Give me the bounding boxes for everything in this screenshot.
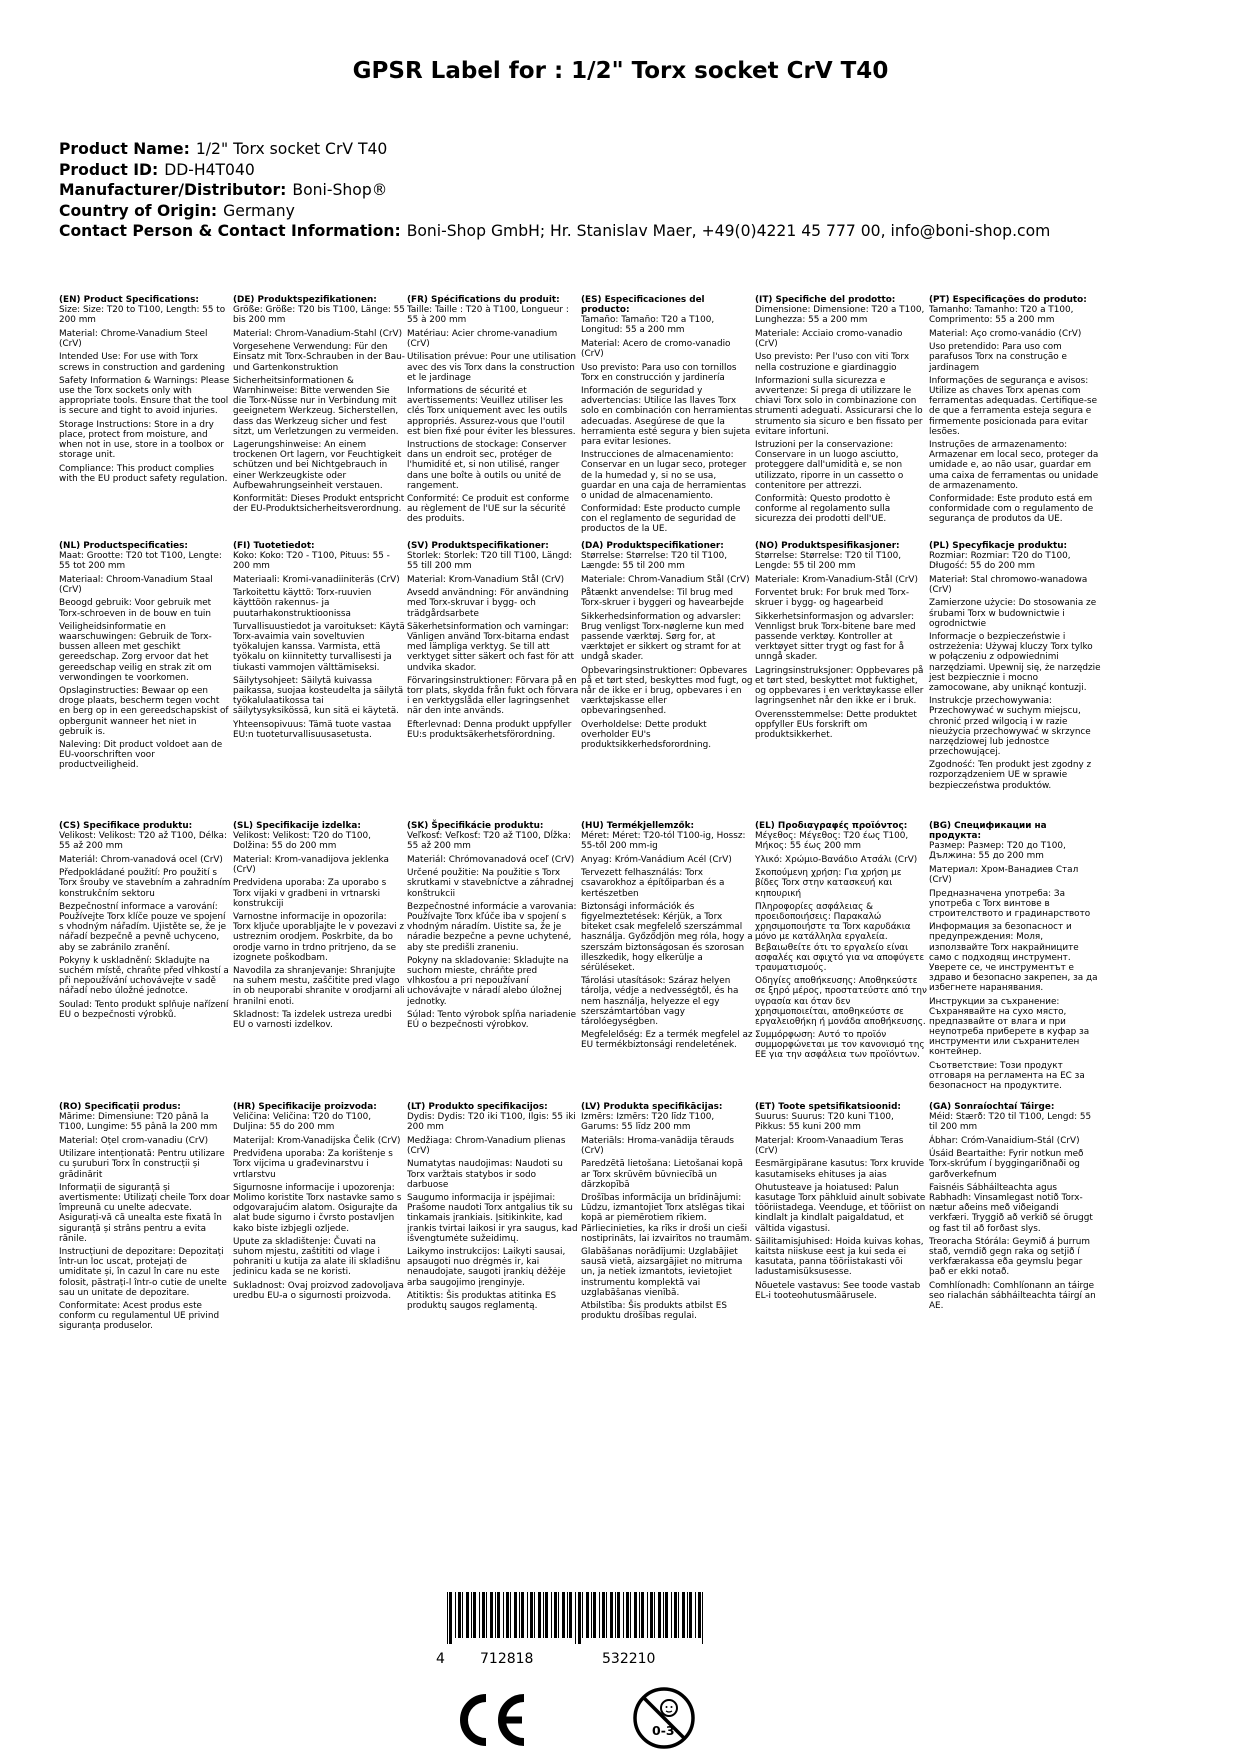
spec-paragraph: Lagerungshinweise: An einem trockenen Ort lagern, vor Feuchtigkeit schützen und bei Nichtgebrauch in einer Werkzeugkiste oder Aufbewahrungseinheit verstauen. [233,440,402,491]
spec-paragraph: Предназначена употреба: За употреба с Torx винтове в строителството и градинарството [929,888,1091,919]
language-block [233,295,405,518]
spec-paragraph: Размер: Размер: T20 до T100, Дължина: 55 до 200 mm [929,841,1066,862]
spec-paragraph: Velikost: Velikost: T20 až T100, Délka: 55 až 200 mm [59,831,227,852]
spec-paragraph: Predvidena uporaba: Za uporabo s Torx vijaki v gradbeni in vrtnarski konstrukciji [233,878,387,909]
spec-paragraph: Biztonsági információk és figyelmeztetések: Kérjük, a Torx biteket csak megfelelő szerszámmal használja. Győződjön meg róla, hogy a szerszám biztonságosan és szorosan illeszkedik, hogy elkerülje a sérüléseket. [581,902,753,973]
spec-paragraph: Информация за безопасност и предупреждения: Моля, използвайте Torx накрайниците само с подходящ инструмент. Уверете се, че инструментът е здраво и безопасно закрепен, за да избегнете наранявания. [929,922,1098,993]
barcode-bar [558,1592,559,1638]
spec-paragraph: Bezpečnostné informácie a varovania: Používajte Torx kľúče iba v spojení s vhodným náradím. Uistite sa, že je náradie bezpečne a pevne uchytené, aby ste predišli zraneniu. [407,902,577,953]
barcode-digits-right: 532210 [602,1651,656,1667]
barcode-bar [671,1592,672,1638]
spec-paragraph: Materiale: Krom-Vanadium-Stål (CrV) [755,574,918,585]
spec-paragraph: Naleving: Dit product voldoet aan de EU-voorschriften voor productveiligheid. [59,740,223,771]
language-heading: (FI) Tuotetiedot: [233,541,315,551]
barcode-bar [687,1592,688,1638]
barcode-bar [506,1592,509,1638]
language-heading: (HR) Specifikacije proizvoda: [233,1102,377,1112]
spec-paragraph: Overensstemmelse: Dette produktet oppfyller EUs forskrift om produktsikkerhet. [755,709,917,741]
spec-paragraph: Größe: Größe: T20 bis T100, Länge: 55 bis 200 mm [233,305,405,326]
spec-paragraph: Materiál: Chrómovanadová oceľ (CrV) [407,854,575,865]
spec-paragraph: Predviđena uporaba: Za korištenje s Torx vijcima u građevinarstvu i vrtlarstvu [233,1149,393,1180]
spec-paragraph: Informacje o bezpieczeństwie i ostrzeżenia: Używaj kluczy Torx tylko w połączeniu z odpowiednimi narzędziami. Upewnij się, że narzędzie jest bezpiecznie i mocno zamocowane, aby uniknąć kontuzji. [929,632,1101,693]
spec-paragraph: Uso previsto: Per l'uso con viti Torx nella costruzione e giardinaggio [755,352,910,373]
spec-paragraph: Informações de segurança e avisos: Utilize as chaves Torx apenas com ferramentas adequadas. Certifique-se de que a ferramenta esteja segura e firmemente posicionada para evitar lesões. [929,376,1098,437]
barcode-bar [538,1592,541,1638]
spec-paragraph: Säilytysohjeet: Säilytä kuivassa paikassa, suojaa kosteudelta ja säilytä työkalulaatikossa tai säilytysyksikössä, kun sitä ei käytetä. [233,676,404,717]
spec-paragraph: Vorgesehene Verwendung: Für den Einsatz mit Torx-Schrauben in der Bau- und Gartenkonstruktion [233,342,405,373]
spec-paragraph: Material: Oțel crom-vanadiu (CrV) [59,1135,209,1146]
language-heading: (DE) Produktspezifikationen: [233,295,377,305]
language-block [407,295,579,528]
barcode-bar [610,1592,613,1638]
language-block [59,1102,231,1335]
barcode-bar [462,1592,463,1638]
language-heading: (IT) Specifiche del prodotto: [755,295,896,305]
barcode-bar [617,1592,620,1638]
spec-paragraph: Taille: Taille : T20 à T100, Longueur : 55 à 200 mm [407,305,569,326]
spec-paragraph: Suurus: Suurus: T20 kuni T100, Pikkus: 55 kuni 200 mm [755,1112,894,1133]
barcode-bar [490,1592,493,1638]
barcode-bar [650,1592,653,1638]
barcode-bar [641,1592,644,1638]
language-block [755,295,927,528]
spec-paragraph: Súlad: Tento výrobok spĺňa nariadenie EÚ o bezpečnosti výrobkov. [407,1010,577,1031]
spec-paragraph: Informații de siguranță și avertismente: Utilizați cheile Torx doar împreună cu unelte adecvate. Asigurați-vă că unealta este fixată în siguranță și strâns pentru a evita rănile. [59,1183,230,1244]
spec-paragraph: Utilisation prévue: Pour une utilisation avec des vis Torx dans la construction et le jardinage [407,352,577,383]
spec-paragraph: Størrelse: Størrelse: T20 til T100, Længde: 55 til 200 mm [581,551,728,572]
spec-paragraph: Sikkerhedsinformation og advarsler: Brug venligst Torx-nøglerne kun med passende værktøj. Sørg for, at værktøjet er sikkert og stramt for at undgå skader. [581,612,744,663]
spec-paragraph: Mărime: Dimensiune: T20 până la T100, Lungime: 55 până la 200 mm [59,1112,218,1133]
spec-paragraph: Skladnost: Ta izdelek ustreza uredbi EU o varnosti izdelkov. [233,1010,392,1031]
info-row [59,180,1199,201]
barcode-bar [695,1592,696,1638]
language-heading: (EN) Product Specifications: [59,295,199,305]
spec-paragraph: Instruções de armazenamento: Armazenar em local seco, proteger da umidade e, ao não usar, guardar em uma caixa de ferramentas ou unidade de armazenamento. [929,440,1099,491]
spec-paragraph: Säkerhetsinformation och varningar: Vänligen använd Torx-bitarna endast med lämpliga verktyg. Se till att verktyget sitter säkert och fast för att undvika skador. [407,622,574,673]
barcode-bar [551,1592,552,1638]
barcode-bar [630,1592,631,1638]
spec-paragraph: Ábhar: Cróm-Vanaidium-Stál (CrV) [929,1135,1080,1146]
language-heading: (SL) Specifikacije izdelka: [233,821,361,831]
spec-paragraph: Varnostne informacije in opozorila: Torx ključe uporabljajte le v povezavi z ustreznim orodjem. Poskrbite, da bo orodje varno in trdno pritrjeno, da se izognete poškodbam. [233,912,404,963]
info-label: Contact Person & Contact Information: [59,222,401,241]
language-block [755,541,927,744]
spec-paragraph: Dimensione: Dimensione: T20 a T100, Lunghezza: 55 a 200 mm [755,305,925,326]
spec-paragraph: Úsáid Beartaithe: Fyrir notkun með Torx-skrúfum í byggingariðnaði og garðverkefnum [929,1149,1084,1180]
barcode-bar [582,1592,583,1638]
spec-paragraph: Opslaginstructies: Bewaar op een droge plaats, bescherm tegen vocht en berg op in een gereedschapskist of opbergunit wanneer het niet in gebruik is. [59,686,229,737]
info-row [59,160,1199,181]
info-row [59,139,1199,160]
spec-paragraph: Numatytas naudojimas: Naudoti su Torx varžtais statybos ir sodo darbuose [407,1159,563,1190]
spec-paragraph: Opbevaringsinstruktioner: Opbevares på et tørt sted, beskyttes mod fugt, og når de ikke er i brug, opbevares i en værktøjskasse eller opbevaringsenhed. [581,666,753,717]
language-block [233,821,405,1034]
barcode-bar [471,1592,472,1638]
language-heading: (LV) Produkta specifikācijas: [581,1102,723,1112]
barcode-bar [543,1592,544,1638]
spec-paragraph: Treoracha Stórála: Geymið á þurrum stað, verndið gegn raka og setjið í verkfærakassa eða geymslu þegar það er ekki notað. [929,1237,1090,1278]
barcode-bar [514,1592,517,1638]
barcode-bar [674,1592,677,1638]
language-heading: (PT) Especificações do produto: [929,295,1087,305]
spec-paragraph: Paredzētā lietošana: Lietošanai kopā ar Torx skrūvēm būvniecībā un dārzkopībā [581,1159,743,1190]
spec-paragraph: Materiál: Chrom-vanadová ocel (CrV) [59,854,223,865]
spec-paragraph: Maat: Grootte: T20 tot T100, Lengte: 55 tot 200 mm [59,551,222,572]
spec-paragraph: Efterlevnad: Denna produkt uppfyller EU:s produktsäkerhetsförordning. [407,720,572,741]
spec-paragraph: Sikkerhetsinformasjon og advarsler: Vennligst bruk Torx-bitene bare med passende verktøy. Kontroller at verktøyet sitter trygt og fast for å unngå skader. [755,612,916,663]
spec-paragraph: Matériau: Acier chrome-vanadium (CrV) [407,328,558,349]
barcode-bar [606,1592,607,1638]
spec-paragraph: Eesmärgipärane kasutus: Torx kruvide kasutamiseks ehituses ja aias [755,1159,925,1180]
barcode-bar [455,1592,456,1638]
spec-paragraph: Yhteensopivuus: Tämä tuote vastaa EU:n tuoteturvallisuusasetusta. [233,720,392,741]
barcode-bar [530,1592,533,1638]
barcode-bar [682,1592,685,1638]
spec-paragraph: Conformidade: Este produto está em conformidade com o regulamento de segurança de produtos da UE. [929,494,1094,525]
barcode-bar [545,1592,548,1638]
spec-paragraph: Conformidad: Este producto cumple con el reglamento de seguridad de productos de la UE. [581,504,741,535]
spec-paragraph: Megfelelőség: Ez a termék megfelel az EU termékbiztonsági rendeletének. [581,1030,753,1051]
info-label: Product Name: [59,140,190,158]
spec-paragraph: Storlek: Storlek: T20 till T100, Längd: 55 till 200 mm [407,551,573,572]
info-label: Manufacturer/Distributor: [59,181,287,200]
barcode-bar [495,1592,496,1638]
spec-paragraph: Navodila za shranjevanje: Shranjujte na suhem mestu, zaščitite pred vlago in ob neuporabi shranite v orodjarni ali hranilni enoti. [233,966,405,1007]
spec-paragraph: Veličina: Veličina: T20 do T100, Duljina: 55 do 200 mm [233,1112,372,1133]
language-block [929,295,1101,528]
spec-paragraph: Předpokládané použití: Pro použití s Torx šrouby ve stavebním a zahradním konstrukčním sektoru [59,868,231,899]
spec-paragraph: Sukladnost: Ovaj proizvod zadovoljava uredbu EU-a o sigurnosti proizvoda. [233,1281,404,1302]
info-value: Boni-Shop® [292,181,388,200]
spec-paragraph: Veľkosť: Veľkosť: T20 až T100, Dĺžka: 55 až 200 mm [407,831,571,852]
spec-paragraph: Tervezett felhasználás: Torx csavarokhoz a építőiparban és a kertészetben [581,868,725,899]
spec-paragraph: Rozmiar: Rozmiar: T20 do T100, Długość: 55 do 200 mm [929,551,1071,572]
language-heading: (LT) Produkto specifikacijos: [407,1102,548,1112]
barcode-bar [473,1592,476,1638]
spec-paragraph: Nõuetele vastavus: See toode vastab EL-i tooteohutusmäärusele. [755,1281,921,1302]
barcode-bar [599,1592,600,1638]
spec-paragraph: Συμμόρφωση: Αυτό το προϊόν συμμορφώνεται με τον κανονισμό της ΕΕ για την ασφάλεια των προϊόντων. [755,1030,925,1061]
spec-paragraph: Σκοπούμενη χρήση: Για χρήση με βίδες Torx στην κατασκευή και κηπουρική [755,868,902,899]
spec-paragraph: Izmērs: Izmērs: T20 līdz T100, Garums: 55 līdz 200 mm [581,1112,715,1133]
language-block [929,821,1101,1094]
spec-paragraph: Πληροφορίες ασφάλειας & προειδοποιήσεις: Παρακαλώ χρησιμοποιήστε τα Torx καρυδάκια μόνο με κατάλληλα εργαλεία. Βεβαιωθείτε ότι το εργαλείο είναι ασφαλές και σφιχτό για να αποφύγετε τραυματισμούς. [755,902,925,973]
barcode-bar [479,1592,480,1638]
spec-paragraph: Sigurnosne informacije i upozorenja: Molimo koristite Torx nastavke samo s odgovarajućim alatom. Osigurajte da alat bude sigurno i čvrsto postavljen kako biste izbjegli ozljede. [233,1183,402,1234]
spec-paragraph: Soulad: Tento produkt splňuje nařízení EU o bezpečnosti výrobků. [59,1000,229,1021]
info-label: Country of Origin: [59,201,218,220]
spec-paragraph: Upute za skladištenje: Čuvati na suhom mjestu, zaštititi od vlage i pohraniti u kutija za alate ili skladišnu jedinicu kada se ne koristi. [233,1237,401,1278]
info-value: Germany [223,201,295,220]
spec-paragraph: Conformità: Questo prodotto è conforme al regolamento sulla sicurezza dei prodotti dell'UE. [755,494,891,525]
barcode-digit-lead: 4 [436,1651,445,1667]
spec-paragraph: Instrukcje przechowywania: Przechowywać w suchym miejscu, chronić przed wilgocią i w razie nieużycia przechowywać w skrzynce narzędziowej lub jednostce przechowującej. [929,696,1091,757]
language-block [581,541,753,754]
barcode-bar [527,1592,528,1638]
spec-paragraph: Οδηγίες αποθήκευσης: Αποθηκεύστε σε ξηρό μέρος, προστατεύστε από την υγρασία και όταν δεν χρησιμοποιείται, αποθηκεύστε σε εργαλειοθήκη ή μονάδα αποθήκευσης. [755,976,927,1027]
spec-paragraph: Compliance: This product complies with the EU product safety regulation. [59,463,228,484]
barcode-bar [586,1592,589,1638]
language-heading: (BG) Спецификации на продукта: [929,821,1047,842]
spec-paragraph: Material: Krom-vanadijova jeklenka (CrV) [233,854,389,875]
barcode-bar [639,1592,640,1638]
info-value: Boni-Shop GmbH; Hr. Stanislav Maer, +49(0)4221 45 777 00, info@boni-shop.com [406,222,1051,241]
spec-paragraph: Tamaño: Tamaño: T20 a T100, Longitud: 55 a 200 mm [581,315,715,336]
barcode-bar [634,1592,637,1638]
spec-paragraph: Forventet bruk: For bruk med Torx-skruer i bygg- og hagearbeid [755,588,910,609]
spec-paragraph: Overholdelse: Dette produkt overholder EU's produktsikkerhedsforordning. [581,720,712,751]
language-heading: (ES) Especificaciones del producto: [581,295,705,316]
spec-paragraph: Materiale: Acciaio cromo-vanadio (CrV) [755,328,903,349]
barcode-bar [578,1592,581,1644]
barcode [445,1592,708,1644]
info-row [59,221,1199,242]
age-warning-label: 0-3 [652,1723,675,1738]
spec-paragraph: Μέγεθος: Μέγεθος: T20 έως T100, Μήκος: 55 έως 200 mm [755,831,909,852]
barcode-bar [458,1592,461,1638]
spec-paragraph: Glabāšanas norādījumi: Uzglabājiet sausā vietā, aizsargājiet no mitruma un, ja netiek izmantots, ievietojiet instrumentu komplektā vai uzglabāšanas vienībā. [581,1247,743,1298]
spec-paragraph: Conformité: Ce produit est conforme au règlement de l'UE sur la sécurité des produits. [407,494,570,525]
spec-paragraph: Drošības informācija un brīdinājumi: Lūdzu, izmantojiet Torx atslēgas tikai kopā ar piemērotiem rīkiem. Pārliecinieties, ka rīks ir droši un cieši nostiprināts, lai izvairītos no traumām. [581,1193,753,1244]
spec-paragraph: Tarkoitettu käyttö: Torx-ruuvien käyttöön rakennus- ja puutarhakonstruktioonissa [233,588,372,619]
spec-paragraph: Méid: Stærð: T20 til T100, Lengd: 55 til 200 mm [929,1112,1092,1133]
spec-paragraph: Material: Chrome-Vanadium Steel (CrV) [59,328,208,349]
language-block [755,821,927,1064]
spec-paragraph: Förvaringsinstruktioner: Förvara på en torr plats, skydda från fukt och förvara i en verktygslåda eller lagringsenhet när den inte används. [407,676,579,717]
spec-paragraph: Material: Aço cromo-vanádio (CrV) [929,328,1082,339]
barcode-bar [658,1592,661,1638]
language-block [755,1102,927,1305]
spec-paragraph: Material: Chrom-Vanadium-Stahl (CrV) [233,328,403,339]
spec-paragraph: Intended Use: For use with Torx screws in construction and gardening [59,352,225,373]
spec-paragraph: Instructions de stockage: Conserver dans un endroit sec, protéger de l'humidité et, si non utilisé, ranger dans une boîte à outils ou unité de rangement. [407,440,567,491]
barcode-bar [593,1592,596,1638]
spec-paragraph: Bezpečnostní informace a varování: Používejte Torx klíče pouze ve spojení s vhodným nářadím. Ujistěte se, že je nářadí bezpečně a pevně uchyceno, aby se zabránilo zranění. [59,902,227,953]
language-block [233,1102,405,1305]
spec-paragraph: Materiaali: Kromi-vanadiiniteräs (CrV) [233,574,400,585]
age-warning-icon [632,1686,696,1750]
language-heading: (NO) Produktspesifikasjoner: [755,541,900,551]
spec-paragraph: Méret: Méret: T20-tól T100-ig, Hossz: 55-től 200 mm-ig [581,831,746,852]
spec-paragraph: Tamanho: Tamanho: T20 a T100, Comprimento: 55 a 200 mm [929,305,1074,326]
barcode-bar [497,1592,500,1638]
language-heading: (FR) Spécifications du produit: [407,295,560,305]
barcode-bar [521,1592,524,1638]
barcode-bar [654,1592,655,1638]
spec-paragraph: Pokyny k uskladnění: Skladujte na suchém místě, chraňte před vlhkostí a při nepoužívání uchovávejte v sadě nářadí nebo úložné jednotce. [59,956,229,997]
language-block [59,821,231,1024]
barcode-bar [615,1592,616,1638]
language-block [929,1102,1101,1315]
language-heading: (GA) Sonraíochtaí Táirge: [929,1102,1055,1112]
barcode-bar [569,1592,572,1638]
language-block [581,821,753,1054]
barcode-bar [665,1592,668,1638]
barcode-bar [554,1592,557,1638]
barcode-bar [482,1592,485,1638]
barcode-bar [510,1592,511,1638]
spec-paragraph: Comhlíonadh: Comhlíonann an táirge seo rialachán sábháilteachta táirgí an AE. [929,1281,1096,1312]
language-heading: (ET) Toote spetsifikatsioonid: [755,1102,901,1112]
spec-paragraph: Información de seguridad y advertencias: Utilice las llaves Torx solo en combinación con herramientas adecuadas. Asegúrese de que la herramienta esté segura y bien sujeta para evitar lesiones. [581,386,753,447]
spec-paragraph: Velikost: Velikost: T20 do T100, Dolžina: 55 do 200 mm [233,831,371,852]
barcode-bar [534,1592,535,1638]
spec-paragraph: Ohutusteave ja hoiatused: Palun kasutage Torx pähkluid ainult sobivate tööriistadega. Veenduge, et tööriist on kindlalt ja kindlalt paigaldatud, et vältida vigastusi. [755,1183,926,1234]
spec-paragraph: Turvallisuustiedot ja varoitukset: Käytä Torx-avaimia vain soveltuvien työkalujen kanssa. Varmista, että työkalu on kiinnitetty turvallisesti ja tiukasti vammojen välttämiseksi. [233,622,405,673]
barcode-bar [647,1592,648,1638]
spec-paragraph: Lagringsinstruksjoner: Oppbevares på et tørt sted, beskyttet mot fuktighet, og oppbevares i en verktøykasse eller lagringsenhet når den ikke er i bruk. [755,666,924,707]
spec-paragraph: Atbilstība: Šis produkts atbilst ES produktu drošības regulai. [581,1301,727,1322]
spec-paragraph: Size: Size: T20 to T100, Length: 55 to 200 mm [59,305,226,326]
info-value: 1/2" Torx socket CrV T40 [195,140,388,158]
spec-paragraph: Størrelse: Størrelse: T20 til T100, Lengde: 55 til 200 mm [755,551,902,572]
language-block [407,1102,579,1315]
language-heading: (NL) Productspecificaties: [59,541,188,551]
barcode-digits-left: 712818 [480,1651,534,1667]
language-block [59,541,231,774]
language-block [929,541,1101,794]
barcode-bar [689,1592,692,1638]
spec-paragraph: Instrucciones de almacenamiento: Conservar en un lugar seco, proteger de la humedad y, si no se usa, guardar en una caja de herramientas o unidad de almacenamiento. [581,450,747,501]
spec-paragraph: Zamierzone użycie: Do stosowania ze śrubami Torx w budownictwie i ogrodnictwie [929,598,1097,629]
language-heading: (EL) Προδιαγραφές προϊόντος: [755,821,908,831]
spec-paragraph: Istruzioni per la conservazione: Conservare in un luogo asciutto, proteggere dall'umidità e, se non utilizzato, riporre in un cassetto o contenitore per attrezzi. [755,440,904,491]
spec-paragraph: Koko: Koko: T20 - T100, Pituus: 55 - 200 mm [233,551,390,572]
barcode-bar [519,1592,520,1638]
spec-paragraph: Dydis: Dydis: T20 iki T100, Ilgis: 55 iki 200 mm [407,1112,576,1133]
page-title: GPSR Label for : 1/2" Torx socket CrV T40 [352,58,889,84]
product-info [59,139,1199,242]
barcode-bar [663,1592,664,1638]
spec-paragraph: Instrucțiuni de depozitare: Depozitați într-un loc uscat, protejați de umiditate și, în cazul în care nu este folosit, păstrați-l într-o cutie de unelte sau un unitate de depozitare. [59,1247,227,1298]
spec-paragraph: Säilitamisjuhised: Hoida kuivas kohas, kaitsta niiskuse eest ja kui seda ei kasutata, panna tööriistakasti või ladustamisüksusesse. [755,1237,924,1278]
spec-paragraph: Storage Instructions: Store in a dry place, protect from moisture, and when not in use, store in a toolbox or storage unit. [59,420,225,461]
barcode-bar [626,1592,629,1638]
spec-paragraph: Informations de sécurité et avertissements: Veuillez utiliser les clés Torx uniquement avec les outils appropriés. Assurez-vous que l'outil est bien fixé pour éviter les blessures. [407,386,576,437]
barcode-bar [575,1592,576,1644]
spec-paragraph: Beoogd gebruik: Voor gebruik met Torx-schroeven in de bouw en tuin [59,598,212,619]
language-heading: (PL) Specyfikacje produktu: [929,541,1068,551]
language-block [407,541,579,744]
spec-paragraph: Avsedd användning: För användning med Torx-skruvar i bygg- och trädgårdsarbete [407,588,569,619]
spec-paragraph: Laikymo instrukcijos: Laikyti sausai, apsaugoti nuo drėgmės ir, kai nenaudojate, saugoti įrankių dėžėje arba saugojimo įrenginyje. [407,1247,566,1288]
spec-paragraph: Informazioni sulla sicurezza e avvertenze: Si prega di utilizzare le chiavi Torx solo in combinazione con strumenti adeguati. Assicurarsi che lo strumento sia sicuro e ben fissato per evitare infortuni. [755,376,923,437]
spec-paragraph: Uso pretendido: Para uso com parafusos Torx na construção e jardinagem [929,342,1067,373]
language-heading: (CS) Specifikace produktu: [59,821,193,831]
spec-paragraph: Pokyny na skladovanie: Skladujte na suchom mieste, chráňte pred vlhkosťou a pri nepoužívaní uchovávajte v náradí alebo úložnej jednotky. [407,956,569,1007]
barcode-bar [702,1592,703,1644]
spec-paragraph: Utilizare intenționată: Pentru utilizare cu șuruburi Torx în construcții și grădinărit [59,1149,225,1180]
spec-paragraph: Saugumo informacija ir įspėjimai: Prašome naudoti Torx antgalius tik su tinkamais įrankiais. Įsitikinkite, kad įrankis tvirtai laikosi ir yra saugus, kad išvengtumėte sužeidimų. [407,1193,578,1244]
spec-paragraph: Material: Krom-Vanadium Stål (CrV) [407,574,565,585]
spec-paragraph: Konformität: Dieses Produkt entspricht der EU-Produktsicherheitsverordnung. [233,494,405,515]
spec-paragraph: Materiale: Chrom-Vanadium Stål (CrV) [581,574,750,585]
spec-paragraph: Materiāls: Hroma-vanādija tērauds (CrV) [581,1135,735,1156]
spec-paragraph: Zgodność: Ten produkt jest zgodny z rozporządzeniem UE w sprawie bezpieczeństwa produktów. [929,760,1092,791]
spec-paragraph: Materiaal: Chroom-Vanadium Staal (CrV) [59,574,213,595]
spec-paragraph: Určené použitie: Na použitie s Torx skrutkami v stavebníctve a záhradnej konštrukcii [407,868,574,899]
spec-paragraph: Faisnéis Sábháilteachta agus Rabhadh: Vinsamlegast notið Torx-nætur aðeins með viðeigandi verkfæri. Tryggið að verkið sé öruggt og fast til að forðast slys. [929,1183,1093,1234]
language-heading: (RO) Specificații produs: [59,1102,181,1112]
language-heading: (HU) Termékjellemzők: [581,821,695,831]
barcode-bar [602,1592,605,1638]
spec-paragraph: Materiał: Stal chromowo-wanadowa (CrV) [929,574,1088,595]
spec-paragraph: Uso previsto: Para uso con tornillos Torx en construcción y jardinería [581,362,737,383]
spec-paragraph: Материал: Хром-Ванадиев Стал (CrV) [929,864,1079,885]
barcode-bar [698,1592,701,1638]
language-block [581,295,753,538]
barcode-bar [503,1592,504,1638]
spec-paragraph: Materijal: Krom-Vanadijska Čelik (CrV) [233,1135,401,1146]
spec-paragraph: Anyag: Króm-Vanádium Acél (CrV) [581,854,732,865]
spec-paragraph: Material: Acero de cromo-vanadio (CrV) [581,338,731,359]
spec-paragraph: Veiligheidsinformatie en waarschuwingen: Gebruik de Torx-bussen alleen met geschikt gereedschap. Zorg ervoor dat het gereedschap veilig en strak zit om verwondingen te voorkomen. [59,622,212,683]
info-label: Product ID: [59,160,159,179]
spec-paragraph: Conformitate: Acest produs este conform cu regulamentul UE privind siguranța produselor. [59,1301,220,1332]
spec-paragraph: Materjal: Kroom-Vanaadium Teras (CrV) [755,1135,904,1156]
barcode-bar [567,1592,568,1638]
info-value: DD-H4T040 [164,160,255,179]
barcode-bar [466,1592,469,1638]
ce-mark-icon [458,1694,530,1746]
language-heading: (SK) Špecifikácie produktu: [407,821,544,831]
barcode-bar [623,1592,624,1638]
spec-paragraph: Tárolási utasítások: Száraz helyen tárolja, védje a nedvességtől, és ha nem használja, helyezze el egy szerszámtartóban vagy tárolóegységben. [581,976,739,1027]
spec-paragraph: Sicherheitsinformationen & Warnhinweise: Bitte verwenden Sie die Torx-Nüsse nur in Verbindung mit geeignetem Werkzeug. Sicherstellen, dass das Werkzeug sicher und fest sitzt, um Verletzungen zu vermeiden. [233,376,399,437]
barcode-bar [486,1592,487,1638]
info-row [59,201,1199,222]
spec-paragraph: Safety Information & Warnings: Please use the Torx sockets only with appropriate tools. Ensure that the tool is secure and tight to avoid injuries. [59,376,230,417]
barcode-bar [678,1592,679,1638]
language-heading: (SV) Produktspecifikationer: [407,541,549,551]
barcode-bar [562,1592,565,1638]
spec-paragraph: Υλικό: Χρώμιο-Βανάδιο Ατσάλι (CrV) [755,854,918,865]
spec-paragraph: Atitiktis: Šis produktas atitinka ES produktų saugos reglamentą. [407,1291,557,1312]
barcode-bar [591,1592,592,1638]
spec-paragraph: Medžiaga: Chrom-Vanadium plienas (CrV) [407,1135,566,1156]
language-block [59,295,231,488]
spec-paragraph: Påtænkt anvendelse: Til brug med Torx-skruer i byggeri og havearbejde [581,588,744,609]
barcode-bar [447,1592,448,1644]
language-block [581,1102,753,1325]
language-block [233,541,405,744]
language-heading: (DA) Produktspecifikationer: [581,541,724,551]
spec-paragraph: Съответствие: Този продукт отговаря на регламента на ЕС за безопасност на продуктите. [929,1060,1085,1091]
barcode-bar [449,1592,452,1644]
language-block [407,821,579,1034]
spec-paragraph: Инструкции за съхранение: Съхранявайте на сухо място, предпазвайте от влага и при неупотреба приберете в куфар за инструменти или съхранителен контейнер. [929,996,1090,1057]
